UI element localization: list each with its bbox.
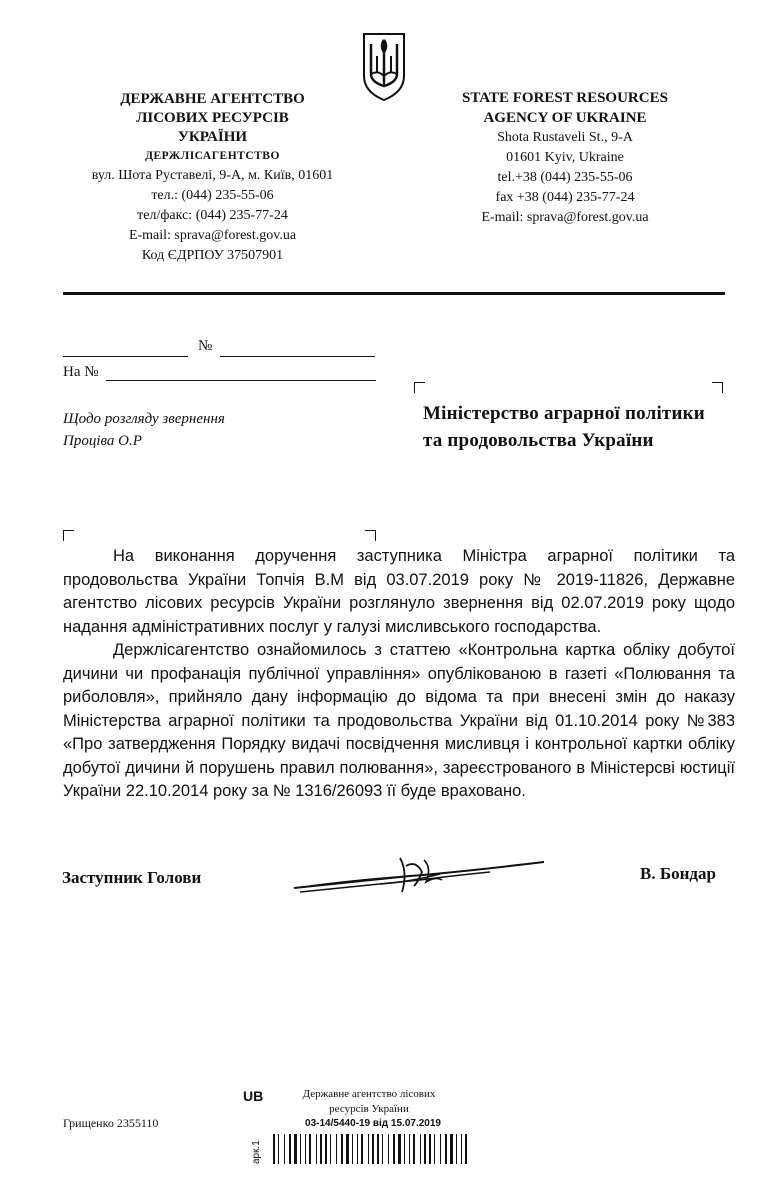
agency-short-name: ДЕРЖЛІСАГЕНТСТВО [145,150,280,162]
barcode-bar [377,1134,379,1164]
barcode-bar [284,1134,285,1164]
letterhead-ukrainian [70,90,355,266]
barcode-bar [368,1134,369,1164]
agency-name-en-line1: STATE FOREST RESOURCES [462,90,668,106]
barcode-bar [456,1134,457,1164]
barcode-bar [445,1134,447,1164]
barcode-bar [440,1134,441,1164]
agency-code: Код ЄДРПОУ 37507901 [141,248,284,263]
barcode-bar [336,1134,337,1164]
barcode-bar [450,1134,453,1164]
agency-name-line3: УКРАЇНИ [177,129,248,145]
barcode-bar [429,1134,431,1164]
addressee-corner-left [414,382,425,393]
stamp-org-line2: ресурсів України [329,1103,409,1115]
subject-line1: Щодо розгляду звернення [63,411,225,427]
barcode-bar [341,1134,343,1164]
barcode-bar [413,1134,415,1164]
reference-line [106,379,376,381]
barcode-bar [382,1134,383,1164]
letterhead-english [440,88,690,228]
stamp-org-line1: Державне агентство лісових [302,1088,436,1100]
date-line [63,355,188,357]
barcode-bar [305,1134,306,1164]
coat-of-arms-icon [360,30,408,102]
barcode-bar [404,1134,405,1164]
agency-fax: тел/факс: (044) 235-77-24 [137,208,288,223]
handwritten-signature-icon [290,852,550,900]
agency-fax-en: fax +38 (044) 235-77-24 [495,190,635,205]
addressee [423,400,743,454]
number-label: № [198,338,213,354]
barcode-bar [361,1134,363,1164]
signatory-name: В. Бондар [640,864,716,883]
signatory-position: Заступник Голови [62,868,202,887]
barcode-bar [434,1134,435,1164]
barcode-bar [325,1134,327,1164]
reference-label: На № [63,364,99,380]
stamp-organization [269,1087,469,1117]
barcode-bar [357,1134,358,1164]
barcode-icon [273,1134,473,1164]
barcode-bar [465,1134,467,1164]
barcode-bar [398,1134,401,1164]
addressee-line2: та продовольства України [423,430,654,451]
barcode-bar [372,1134,374,1164]
barcode-bar [309,1134,311,1164]
barcode-bar [316,1134,317,1164]
barcode-bar [278,1134,279,1164]
agency-phone: тел.: (044) 235-55-06 [151,188,274,203]
barcode-bar [320,1134,322,1164]
barcode-bar [273,1134,275,1164]
agency-city-en: 01601 Kyiv, Ukraine [506,150,624,165]
addressee-line1: Міністерство аграрної політики [423,403,705,424]
body-corner-left [63,530,74,541]
barcode-bar [330,1134,331,1164]
stamp-code: UB [243,1088,264,1104]
agency-street-en: Shota Rustaveli St., 9-A [497,130,633,145]
stamp-sheet-label: арк.1 [251,1140,262,1164]
barcode-bar [294,1134,297,1164]
executor-info: Грищенко 2355110 [63,1116,159,1130]
letterhead-divider [63,292,725,295]
barcode-bar [424,1134,426,1164]
agency-email: E-mail: sprava@forest.gov.ua [128,228,297,243]
agency-phone-en: tel.+38 (044) 235-55-06 [497,170,633,185]
subject-line2: Проціва О.Р [63,433,142,449]
agency-name-line1: ДЕРЖАВНЕ АГЕНТСТВО [120,91,305,107]
number-line [220,355,375,357]
agency-name-en-line2: AGENCY OF UKRAINE [483,110,647,126]
barcode-bar [388,1134,389,1164]
addressee-corner-right [712,382,723,393]
body-paragraph-1: На виконання доручення заступника Міністра аграрної політики та продовольства України Топчія В.М від 03.07.2019 року № 2019-11826, Державне агентство лісових ресурсів України розглянуло звернення від 02.07.2019 року щодо надання адміністративних послуг у галузі мисливського господарства. [63,547,735,636]
barcode-bar [300,1134,301,1164]
barcode-bar [393,1134,395,1164]
agency-address: вул. Шота Руставелі, 9-А, м. Київ, 01601 [91,168,334,183]
stamp-registration-number: 03-14/5440-19 від 15.07.2019 [305,1118,441,1129]
body-paragraph-2: Держлісагентство ознайомилось з статтею «Контрольна картка обліку добутої дичини чи профанація публічної управління» опублікованою в газеті «Полювання та риболовля», прийняло дану інформацію до відома та при внесені змін до наказу Міністерства аграрної політики та продовольства України від 01.10.2014 року №383 «Про затвердження Порядку видачі посвідчення мисливця і контрольної картки обліку добутої дичини й порушень правил полювання», зареєстрованого в Міністерсві юстиції України 22.10.2014 року за № 1316/26093 її буде враховано. [63,641,735,800]
barcode-bar [420,1134,421,1164]
barcode-bar [461,1134,462,1164]
barcode-bar [352,1134,353,1164]
body-corner-right [365,530,376,541]
barcode-bar [289,1134,291,1164]
agency-name-line2: ЛІСОВИХ РЕСУРСІВ [136,110,289,126]
letter-body [63,545,735,804]
barcode-bar [346,1134,349,1164]
barcode-bar [409,1134,410,1164]
agency-email-en: E-mail: sprava@forest.gov.ua [481,210,649,225]
